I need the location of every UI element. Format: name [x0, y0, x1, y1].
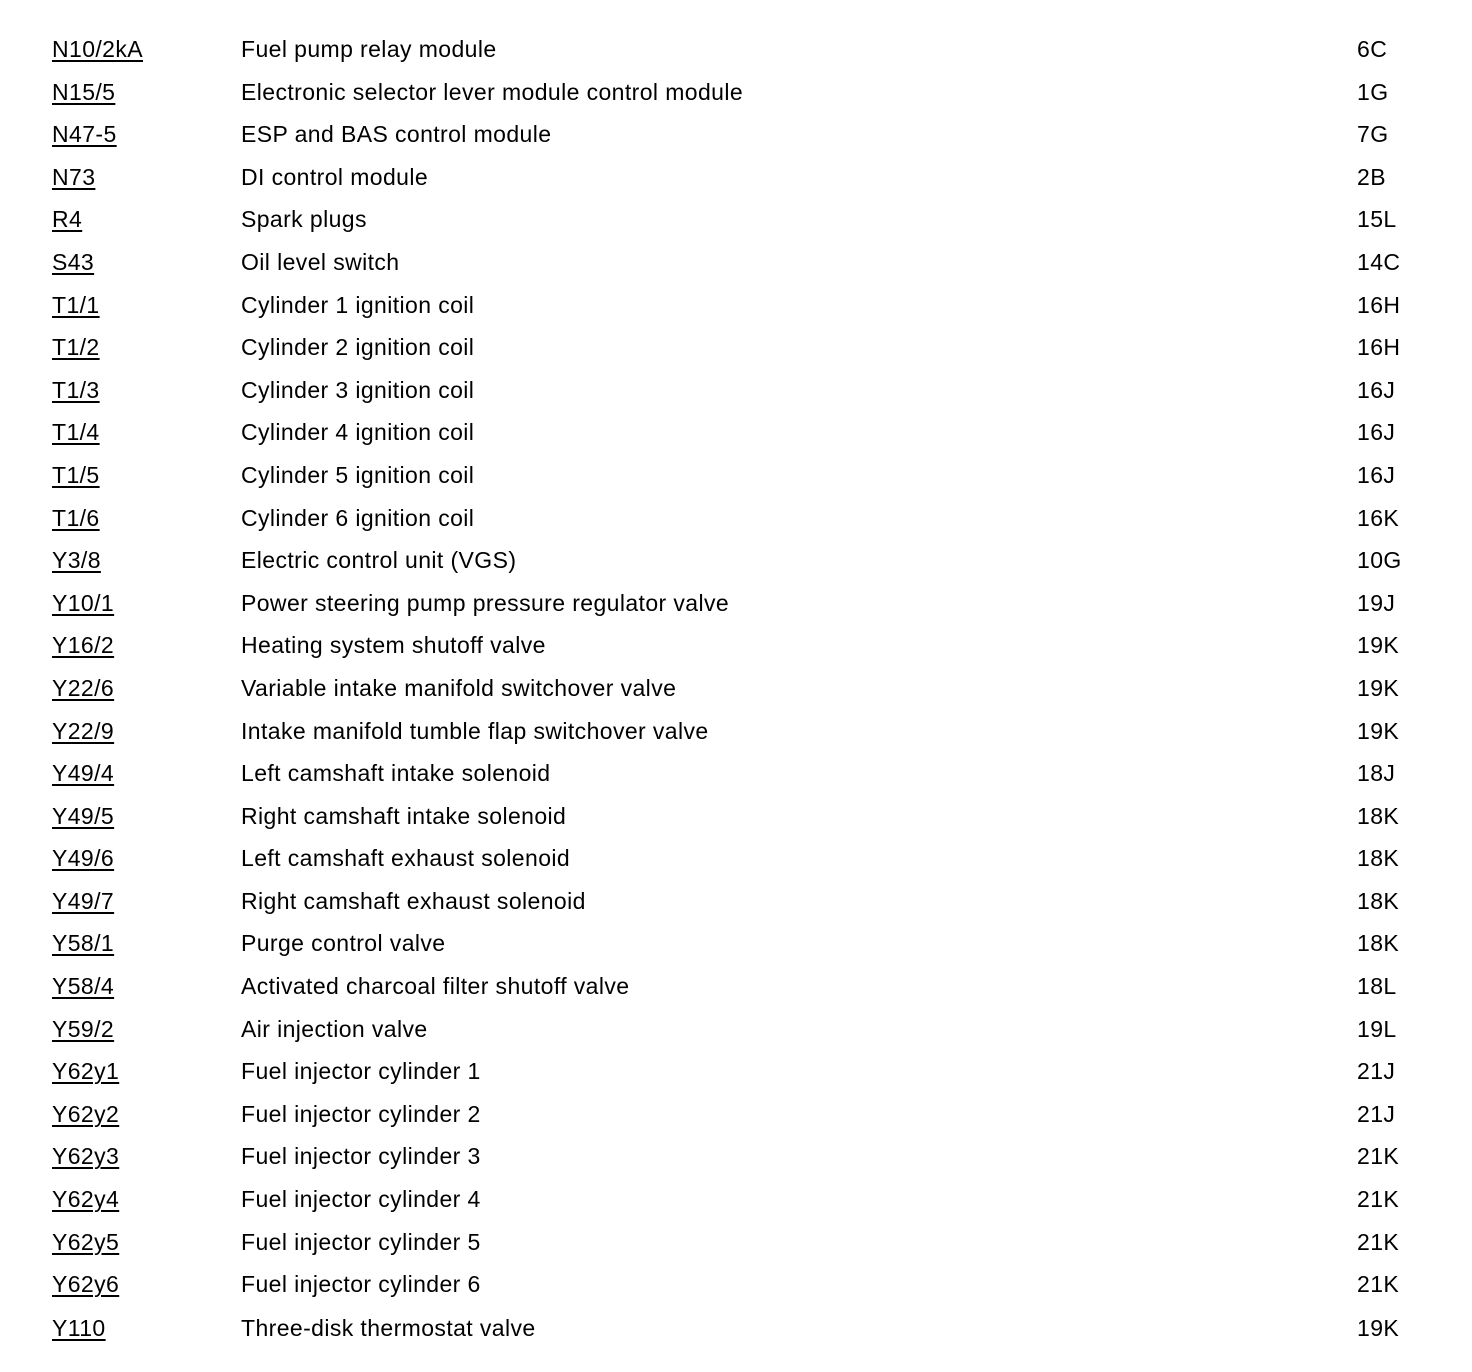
table-row	[0, 1307, 1472, 1350]
table-row	[0, 965, 1472, 1008]
component-code-link[interactable]: Y49/6	[52, 845, 115, 872]
component-code-link[interactable]: Y10/1	[52, 589, 115, 616]
component-code-link[interactable]: N15/5	[52, 78, 116, 105]
grid-location: 21K	[1357, 1271, 1400, 1298]
grid-location: 16J	[1357, 461, 1396, 488]
grid-location: 2B	[1357, 163, 1386, 190]
component-description: Variable intake manifold switchover valve	[241, 674, 677, 701]
component-description: Right camshaft intake solenoid	[241, 802, 567, 829]
component-code-link[interactable]: N47-5	[52, 121, 117, 148]
component-description: Fuel injector cylinder 5	[241, 1228, 481, 1255]
component-code-link[interactable]: T1/5	[52, 461, 100, 488]
component-code-link[interactable]: Y62y1	[52, 1058, 120, 1085]
table-row	[0, 241, 1472, 284]
component-description: Left camshaft intake solenoid	[241, 760, 551, 787]
grid-location: 18J	[1357, 760, 1396, 787]
component-description: Fuel injector cylinder 6	[241, 1271, 481, 1298]
grid-location: 16K	[1357, 504, 1400, 531]
grid-location: 16J	[1357, 376, 1396, 403]
grid-location: 19K	[1357, 674, 1400, 701]
component-code-link[interactable]: Y22/6	[52, 674, 115, 701]
table-row	[0, 411, 1472, 454]
component-description: Air injection valve	[241, 1015, 428, 1042]
component-description: ESP and BAS control module	[241, 121, 552, 148]
component-description: Cylinder 3 ignition coil	[241, 376, 475, 403]
table-row	[0, 1050, 1472, 1093]
table-row	[0, 1263, 1472, 1306]
component-code-link[interactable]: Y58/4	[52, 973, 115, 1000]
component-description: Activated charcoal filter shutoff valve	[241, 973, 630, 1000]
table-row	[0, 1135, 1472, 1178]
component-description: Spark plugs	[241, 206, 367, 233]
table-row	[0, 582, 1472, 625]
table-row	[0, 795, 1472, 838]
grid-location: 16H	[1357, 334, 1401, 361]
component-description: Purge control valve	[241, 930, 446, 957]
grid-location: 19K	[1357, 717, 1400, 744]
component-description: Intake manifold tumble flap switchover valve	[241, 717, 709, 744]
component-description: Fuel pump relay module	[241, 36, 497, 62]
table-row	[0, 113, 1472, 156]
component-code-link[interactable]: R4	[52, 206, 83, 233]
grid-location: 16H	[1357, 291, 1401, 318]
component-description: Cylinder 5 ignition coil	[241, 461, 475, 488]
component-description: Three-disk thermostat valve	[241, 1314, 536, 1341]
grid-location: 21K	[1357, 1228, 1400, 1255]
component-code-link[interactable]: Y3/8	[52, 547, 101, 574]
component-description: Electric control unit (VGS)	[241, 547, 517, 574]
component-code-link[interactable]: Y62y2	[52, 1100, 120, 1127]
grid-location: 7G	[1357, 121, 1389, 148]
table-row	[0, 28, 1472, 71]
component-description: Heating system shutoff valve	[241, 632, 546, 659]
grid-location: 1G	[1357, 78, 1389, 105]
table-row	[0, 710, 1472, 753]
component-code-link[interactable]: Y62y4	[52, 1186, 120, 1213]
component-description: Electronic selector lever module control module	[241, 78, 744, 105]
grid-location: 21K	[1357, 1186, 1400, 1213]
grid-location: 18K	[1357, 802, 1400, 829]
component-code-link[interactable]: Y49/5	[52, 802, 115, 829]
component-list	[0, 28, 1472, 1349]
component-code-link[interactable]: S43	[52, 248, 95, 275]
component-description: Fuel injector cylinder 3	[241, 1143, 481, 1170]
component-code-link[interactable]: Y49/4	[52, 760, 115, 787]
table-row	[0, 667, 1472, 710]
table-row	[0, 922, 1472, 965]
grid-location: 19L	[1357, 1015, 1397, 1042]
grid-location: 19J	[1357, 589, 1396, 616]
component-code-link[interactable]: N73	[52, 163, 96, 190]
component-code-link[interactable]: Y62y5	[52, 1228, 120, 1255]
grid-location: 18L	[1357, 973, 1397, 1000]
component-code-link[interactable]: N10/2kA	[52, 36, 144, 62]
grid-location: 21J	[1357, 1058, 1396, 1085]
table-row	[0, 752, 1472, 795]
component-description: Oil level switch	[241, 248, 400, 275]
grid-location: 18K	[1357, 887, 1400, 914]
grid-location: 21J	[1357, 1100, 1396, 1127]
grid-location: 10G	[1357, 547, 1402, 574]
grid-location: 15L	[1357, 206, 1397, 233]
component-description: Cylinder 1 ignition coil	[241, 291, 475, 318]
component-code-link[interactable]: Y49/7	[52, 887, 115, 914]
grid-location: 16J	[1357, 419, 1396, 446]
component-code-link[interactable]: T1/1	[52, 291, 100, 318]
grid-location: 19K	[1357, 1314, 1400, 1341]
table-row	[0, 1008, 1472, 1051]
component-description: Right camshaft exhaust solenoid	[241, 887, 586, 914]
table-row	[0, 369, 1472, 412]
component-code-link[interactable]: Y62y3	[52, 1143, 120, 1170]
grid-location: 21K	[1357, 1143, 1400, 1170]
component-description: Fuel injector cylinder 4	[241, 1186, 481, 1213]
table-row	[0, 539, 1472, 582]
table-row	[0, 1093, 1472, 1136]
grid-location: 18K	[1357, 930, 1400, 957]
component-description: Fuel injector cylinder 1	[241, 1058, 481, 1085]
component-code-link[interactable]: Y58/1	[52, 930, 115, 957]
component-description: Cylinder 2 ignition coil	[241, 334, 475, 361]
table-row	[0, 284, 1472, 327]
component-code-link[interactable]: Y16/2	[52, 632, 115, 659]
table-row	[0, 198, 1472, 241]
table-row	[0, 71, 1472, 114]
component-code-link[interactable]: T1/4	[52, 419, 100, 446]
table-row	[0, 624, 1472, 667]
component-description: DI control module	[241, 163, 429, 190]
table-row	[0, 326, 1472, 369]
component-description: Fuel injector cylinder 2	[241, 1100, 481, 1127]
component-code-link[interactable]: T1/3	[52, 376, 100, 403]
component-code-link[interactable]: Y22/9	[52, 717, 115, 744]
table-row	[0, 837, 1472, 880]
component-code-link[interactable]: Y59/2	[52, 1015, 115, 1042]
grid-location: 19K	[1357, 632, 1400, 659]
component-description: Power steering pump pressure regulator valve	[241, 589, 730, 616]
component-code-link[interactable]: T1/6	[52, 504, 100, 531]
component-code-link[interactable]: Y110	[52, 1314, 106, 1341]
grid-location: 14C	[1357, 248, 1401, 275]
grid-location: 18K	[1357, 845, 1400, 872]
component-description: Cylinder 4 ignition coil	[241, 419, 475, 446]
component-code-link[interactable]: Y62y6	[52, 1271, 120, 1298]
table-row	[0, 1178, 1472, 1221]
table-row	[0, 880, 1472, 923]
table-row	[0, 156, 1472, 199]
component-description: Left camshaft exhaust solenoid	[241, 845, 571, 872]
table-row	[0, 454, 1472, 497]
table-row	[0, 1221, 1472, 1264]
grid-location: 6C	[1357, 36, 1388, 62]
component-code-link[interactable]: T1/2	[52, 334, 100, 361]
table-row	[0, 497, 1472, 540]
component-description: Cylinder 6 ignition coil	[241, 504, 475, 531]
